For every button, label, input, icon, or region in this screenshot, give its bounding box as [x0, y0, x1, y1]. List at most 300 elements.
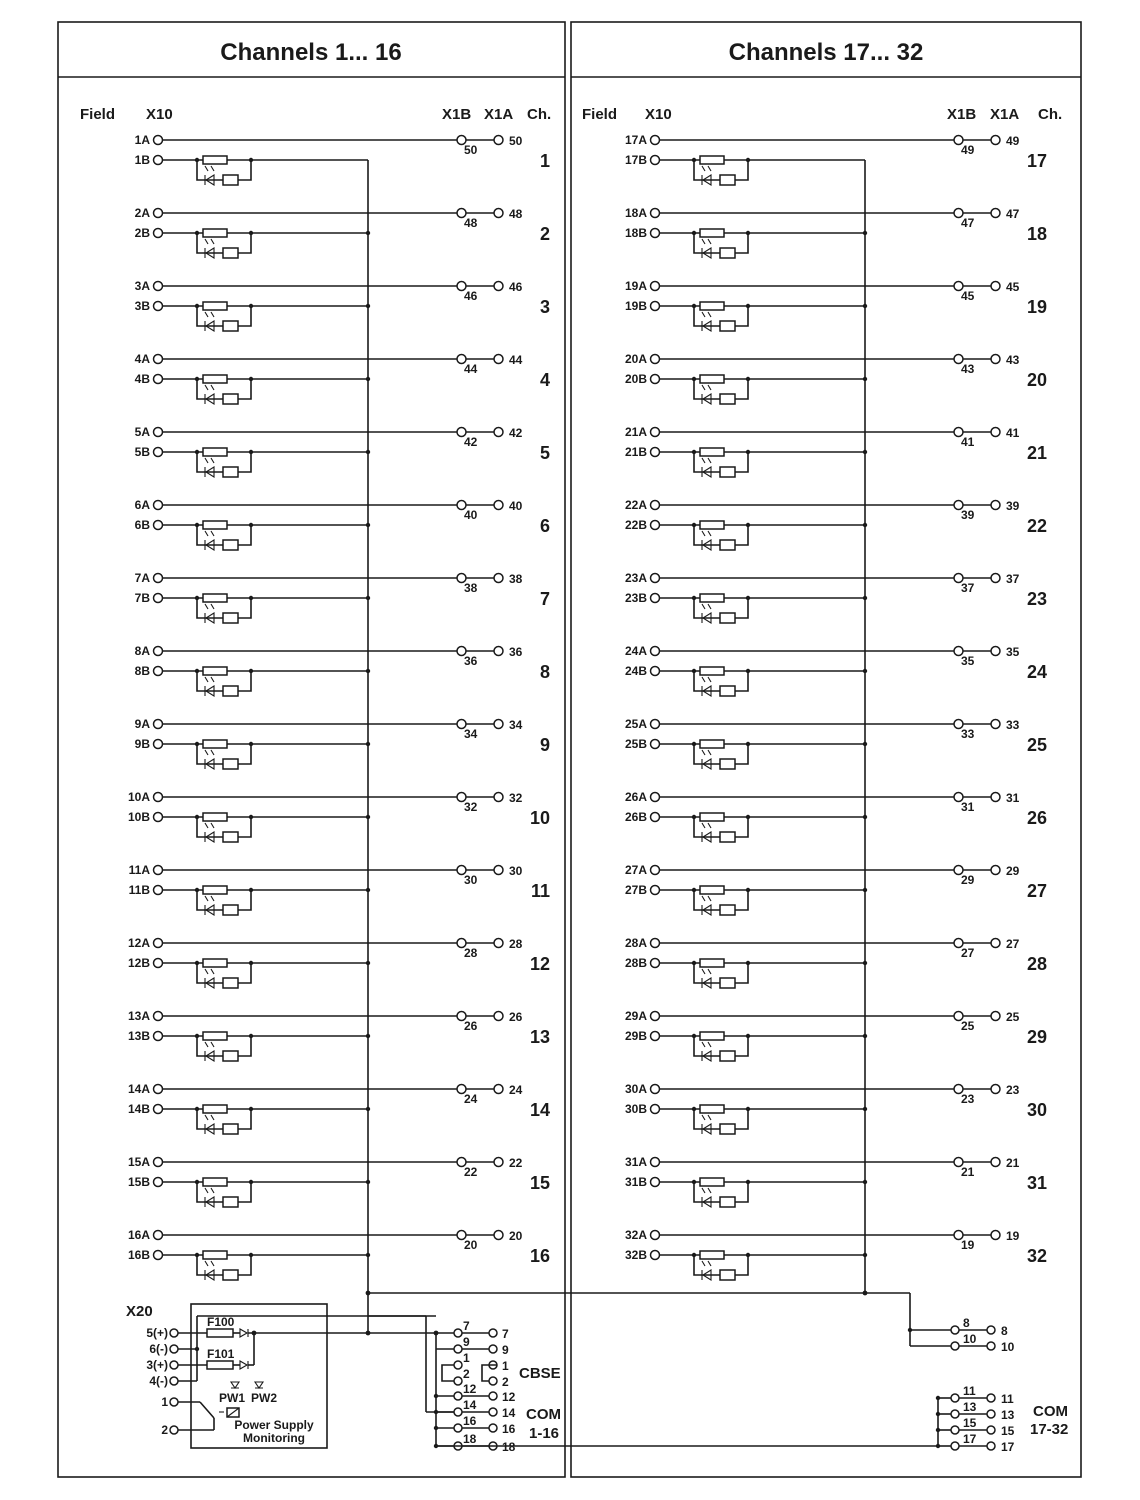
x1a-number: 14: [502, 1406, 516, 1420]
channel-number: 15: [529, 1173, 550, 1193]
x1b-number: 14: [463, 1398, 477, 1412]
x1a-number: 1: [502, 1359, 509, 1373]
com-label-right-2: 17-32: [1030, 1421, 1069, 1438]
channel-row: [129, 863, 550, 915]
x1b-number: 17: [963, 1432, 977, 1446]
x1a-number: 48: [509, 207, 523, 221]
fuse-icon: [203, 1251, 227, 1259]
fuse-icon: [700, 886, 724, 894]
terminal-icon: [651, 1251, 660, 1260]
x1b-number: 21: [961, 1165, 975, 1179]
fuse-icon: [700, 1178, 724, 1186]
terminal-icon: [154, 501, 163, 510]
light-emission-icon: [702, 823, 711, 828]
x1a-number: 40: [509, 499, 523, 513]
x1b-number: 29: [961, 873, 975, 887]
terminal-icon: [651, 793, 660, 802]
resistor-icon: [720, 175, 735, 185]
x1b-number: 23: [961, 1092, 975, 1106]
fuse-icon: [203, 1032, 227, 1040]
terminal-icon: [651, 375, 660, 384]
x1a-number: 12: [502, 1390, 516, 1404]
x1b-number: 16: [463, 1414, 477, 1428]
resistor-icon: [720, 1124, 735, 1134]
terminal-icon: [154, 1158, 163, 1167]
x1b-number: 24: [464, 1092, 478, 1106]
channel-row: [625, 1155, 1047, 1207]
resistor-icon: [720, 686, 735, 696]
light-emission-icon: [702, 677, 711, 682]
channel-row: [135, 717, 550, 769]
terminal-icon: [494, 1231, 503, 1240]
pin-b-label: 32B: [624, 1248, 647, 1262]
light-emission-icon: [205, 604, 214, 609]
terminal-icon: [489, 1392, 497, 1400]
x1a-number: 9: [502, 1343, 509, 1357]
terminal-icon: [651, 720, 660, 729]
terminal-icon: [991, 1012, 1000, 1021]
led-pw1-icon: [231, 1382, 239, 1388]
fuse-icon: [700, 375, 724, 383]
terminal-icon: [951, 1442, 959, 1450]
terminal-icon: [494, 939, 503, 948]
terminal-icon: [651, 1178, 660, 1187]
channel-number: 2: [539, 224, 550, 244]
x1a-number: 15: [1001, 1424, 1015, 1438]
fuse-f100-label: F100: [207, 1315, 235, 1329]
pin-b-label: 19B: [624, 299, 647, 313]
panel-title-right: Channels 17... 32: [728, 39, 924, 66]
terminal-icon: [651, 939, 660, 948]
terminal-icon: [454, 1361, 462, 1369]
x1a-number: 29: [1006, 864, 1020, 878]
resistor-icon: [720, 394, 735, 404]
resistor-icon: [720, 540, 735, 550]
pin-a-label: 6A: [134, 498, 150, 512]
pin-a-label: 3A: [134, 279, 150, 293]
terminal-icon: [651, 959, 660, 968]
terminal-icon: [154, 1231, 163, 1240]
light-emission-icon: [702, 1115, 711, 1120]
x1a-number: 2: [502, 1375, 509, 1389]
x1b-number: 48: [464, 216, 478, 230]
terminal-icon: [651, 355, 660, 364]
resistor-icon: [720, 905, 735, 915]
terminal-icon: [651, 574, 660, 583]
terminal-icon: [991, 209, 1000, 218]
x1b-label-right: X1B: [947, 106, 977, 123]
channel-row: [625, 425, 1047, 477]
resistor-icon: [223, 175, 238, 185]
resistor-icon: [223, 394, 238, 404]
fuse-icon: [700, 302, 724, 310]
terminal-icon: [494, 720, 503, 729]
pin-a-label: 18A: [624, 206, 647, 220]
channel-number: 20: [1026, 370, 1047, 390]
x1b-number: 20: [464, 1238, 478, 1252]
pin-b-label: 1B: [134, 153, 150, 167]
pin-b-label: 23B: [624, 591, 647, 605]
resistor-icon: [223, 759, 238, 769]
channel-number: 11: [530, 881, 550, 901]
pin-a-label: 16A: [127, 1228, 150, 1242]
terminal-icon: [651, 667, 660, 676]
resistor-icon: [223, 467, 238, 477]
light-emission-icon: [702, 531, 711, 536]
resistor-icon: [720, 759, 735, 769]
x1b-number: 18: [463, 1432, 477, 1446]
terminal-icon: [651, 1231, 660, 1240]
light-emission-icon: [205, 531, 214, 536]
x1b-number: 27: [961, 946, 975, 960]
light-emission-icon: [205, 823, 214, 828]
channel-number: 21: [1026, 443, 1047, 463]
channel-number: 10: [529, 808, 550, 828]
x1a-number: 31: [1006, 791, 1020, 805]
terminal-icon: [170, 1329, 178, 1337]
fuse-icon: [203, 448, 227, 456]
channel-row: [625, 936, 1047, 988]
left-bottom-connectors: [366, 1316, 561, 1454]
pin-a-label: 11A: [128, 863, 150, 877]
pin-b-label: 26B: [624, 810, 647, 824]
x1a-number: 27: [1006, 937, 1020, 951]
terminal-icon: [991, 866, 1000, 875]
x1a-number: 16: [502, 1422, 516, 1436]
resistor-icon: [223, 1197, 238, 1207]
pin-b-label: 22B: [624, 518, 647, 532]
x1b-number: 34: [464, 727, 478, 741]
x1a-number: 11: [1001, 1392, 1014, 1406]
terminal-icon: [154, 740, 163, 749]
x20-pin-label: 2: [161, 1423, 168, 1437]
pin-a-label: 9A: [134, 717, 150, 731]
resistor-icon: [720, 321, 735, 331]
channel-row: [625, 279, 1047, 331]
terminal-icon: [651, 136, 660, 145]
fuse-icon: [700, 594, 724, 602]
terminal-icon: [494, 136, 503, 145]
channel-row: [135, 498, 550, 550]
terminal-icon: [651, 1105, 660, 1114]
x1b-number: 31: [961, 800, 975, 814]
pin-b-label: 31B: [624, 1175, 647, 1189]
x1a-number: 44: [509, 353, 523, 367]
fuse-icon: [203, 302, 227, 310]
pin-b-label: 6B: [134, 518, 150, 532]
x20-pin-label: 5(+): [146, 1326, 168, 1340]
x1a-number: 47: [1006, 207, 1020, 221]
com-label-left-1: COM: [526, 1406, 561, 1423]
terminal-icon: [991, 1158, 1000, 1167]
pin-a-label: 2A: [134, 206, 150, 220]
x1b-number: 49: [961, 143, 975, 157]
pin-b-label: 13B: [127, 1029, 150, 1043]
channel-row: [128, 1082, 550, 1134]
resistor-icon: [720, 613, 735, 623]
x1a-number: 39: [1006, 499, 1020, 513]
pin-b-label: 2B: [134, 226, 150, 240]
terminal-icon: [454, 1408, 462, 1416]
terminal-icon: [494, 428, 503, 437]
light-emission-icon: [205, 312, 214, 317]
x1b-number: 11: [963, 1384, 976, 1398]
x1a-number: 50: [509, 134, 523, 148]
channel-number: 13: [529, 1027, 550, 1047]
channel-number: 19: [1026, 297, 1047, 317]
x20-pin-label: 4(-): [149, 1374, 168, 1388]
terminal-icon: [454, 1345, 462, 1353]
terminal-icon: [154, 720, 163, 729]
fuse-icon: [203, 740, 227, 748]
terminal-icon: [651, 1012, 660, 1021]
resistor-icon: [223, 1270, 238, 1280]
light-emission-icon: [702, 458, 711, 463]
channel-number: 30: [1026, 1100, 1047, 1120]
x1a-number: 33: [1006, 718, 1020, 732]
channel-number: 29: [1026, 1027, 1047, 1047]
pin-a-label: 4A: [134, 352, 150, 366]
channel-row: [135, 279, 550, 331]
fuse-icon: [203, 521, 227, 529]
pin-a-label: 26A: [624, 790, 647, 804]
com-label-left-2: 1-16: [529, 1425, 560, 1442]
fuse-icon: [203, 594, 227, 602]
terminal-icon: [651, 594, 660, 603]
led-pw2-icon: [255, 1382, 263, 1388]
terminal-icon: [154, 209, 163, 218]
fuse-icon: [203, 229, 227, 237]
channel-number: 16: [529, 1246, 550, 1266]
pin-b-label: 7B: [134, 591, 150, 605]
x1b-number: 13: [963, 1400, 977, 1414]
light-emission-icon: [702, 312, 711, 317]
terminal-icon: [154, 136, 163, 145]
pin-a-label: 17A: [624, 133, 647, 147]
channel-number: 3: [539, 297, 550, 317]
fuse-f100: [207, 1329, 233, 1337]
terminal-icon: [494, 574, 503, 583]
diode-icon: [240, 1361, 247, 1369]
fuse-icon: [203, 1178, 227, 1186]
terminal-icon: [991, 1231, 1000, 1240]
light-emission-icon: [702, 1261, 711, 1266]
x1a-number: 23: [1006, 1083, 1020, 1097]
fuse-icon: [700, 959, 724, 967]
terminal-icon: [987, 1394, 995, 1402]
pin-b-label: 24B: [624, 664, 647, 678]
x20-pin-label: 1: [161, 1395, 168, 1409]
terminal-icon: [154, 866, 163, 875]
x1a-number: 26: [509, 1010, 523, 1024]
terminal-icon: [651, 647, 660, 656]
channel-row: [128, 790, 550, 842]
light-emission-icon: [205, 1261, 214, 1266]
light-emission-icon: [205, 896, 214, 901]
terminal-icon: [991, 574, 1000, 583]
pin-a-label: 20A: [624, 352, 647, 366]
terminal-icon: [454, 1377, 462, 1385]
channel-row: [135, 206, 550, 258]
x1b-number: 42: [464, 435, 478, 449]
terminal-icon: [154, 302, 163, 311]
channel-number: 28: [1026, 954, 1047, 974]
pin-a-label: 22A: [624, 498, 647, 512]
terminal-icon: [494, 866, 503, 875]
resistor-icon: [720, 832, 735, 842]
channel-row: [135, 571, 550, 623]
channel-number: 31: [1026, 1173, 1047, 1193]
x1b-number: 33: [961, 727, 975, 741]
x1b-number: 28: [464, 946, 478, 960]
fuse-icon: [700, 521, 724, 529]
x1a-number: 7: [502, 1327, 509, 1341]
channel-row: [625, 352, 1047, 404]
x1b-number: 46: [464, 289, 478, 303]
x1b-number: 12: [463, 1382, 477, 1396]
resistor-icon: [223, 1124, 238, 1134]
pin-a-label: 10A: [127, 790, 150, 804]
terminal-icon: [489, 1329, 497, 1337]
light-emission-icon: [702, 239, 711, 244]
terminal-icon: [651, 282, 660, 291]
terminal-icon: [651, 521, 660, 530]
terminal-icon: [154, 355, 163, 364]
x1a-number: 8: [1001, 1324, 1008, 1338]
pin-a-label: 25A: [624, 717, 647, 731]
terminal-icon: [651, 302, 660, 311]
cbse-label: CBSE: [519, 1365, 561, 1382]
terminal-icon: [991, 720, 1000, 729]
x1b-number: 30: [464, 873, 478, 887]
pin-b-label: 9B: [134, 737, 150, 751]
terminal-icon: [951, 1342, 959, 1350]
terminal-icon: [494, 355, 503, 364]
pin-a-label: 32A: [624, 1228, 647, 1242]
light-emission-icon: [702, 166, 711, 171]
channel-row: [625, 571, 1047, 623]
light-emission-icon: [205, 750, 214, 755]
fuse-icon: [700, 740, 724, 748]
resistor-icon: [223, 686, 238, 696]
channel-row: [625, 206, 1047, 258]
x1a-number: 17: [1001, 1440, 1015, 1454]
pin-a-label: 24A: [624, 644, 647, 658]
x1a-number: 32: [509, 791, 523, 805]
pin-b-label: 17B: [624, 153, 647, 167]
pin-b-label: 25B: [624, 737, 647, 751]
x1b-number: 37: [961, 581, 975, 595]
terminal-icon: [651, 448, 660, 457]
x1b-number: 25: [961, 1019, 975, 1033]
x1a-number: 21: [1006, 1156, 1020, 1170]
light-emission-icon: [702, 385, 711, 390]
light-emission-icon: [702, 1042, 711, 1047]
terminal-icon: [991, 282, 1000, 291]
terminal-icon: [991, 428, 1000, 437]
channel-number: 5: [539, 443, 550, 463]
fuse-f101-label: F101: [207, 1347, 235, 1361]
fuse-icon: [700, 813, 724, 821]
light-emission-icon: [205, 239, 214, 244]
terminal-icon: [154, 1178, 163, 1187]
channel-number: 18: [1026, 224, 1047, 244]
pin-a-label: 29A: [624, 1009, 647, 1023]
resistor-icon: [223, 832, 238, 842]
terminal-icon: [991, 1085, 1000, 1094]
terminal-icon: [951, 1394, 959, 1402]
x1b-number: 1: [463, 1351, 470, 1365]
pin-b-label: 28B: [624, 956, 647, 970]
ch-label-right: Ch.: [1038, 106, 1063, 123]
pin-a-label: 27A: [624, 863, 647, 877]
terminal-icon: [170, 1345, 178, 1353]
x1b-number: 7: [463, 1319, 470, 1333]
light-emission-icon: [205, 969, 214, 974]
channel-number: 1: [539, 151, 550, 171]
x1b-number: 50: [464, 143, 478, 157]
terminal-icon: [154, 1012, 163, 1021]
led-pw1-label: PW1: [219, 1391, 246, 1405]
x1b-number: 26: [464, 1019, 478, 1033]
pin-b-label: 10B: [127, 810, 150, 824]
pin-a-label: 5A: [134, 425, 150, 439]
terminal-icon: [154, 282, 163, 291]
pin-a-label: 31A: [624, 1155, 647, 1169]
light-emission-icon: [702, 604, 711, 609]
x1b-number: 36: [464, 654, 478, 668]
terminal-icon: [170, 1398, 178, 1406]
x1a-number: 46: [509, 280, 523, 294]
monitor-label-1: Power Supply: [234, 1418, 314, 1432]
pin-a-label: 23A: [624, 571, 647, 585]
x1a-number: 13: [1001, 1408, 1015, 1422]
channel-number: 32: [1026, 1246, 1047, 1266]
panel-title-left: Channels 1... 16: [220, 39, 402, 66]
channel-number: 9: [539, 735, 550, 755]
x1a-number: 35: [1006, 645, 1020, 659]
fuse-icon: [700, 156, 724, 164]
terminal-icon: [154, 428, 163, 437]
terminal-icon: [170, 1361, 178, 1369]
x1b-number: 40: [464, 508, 478, 522]
pin-a-label: 1A: [134, 133, 150, 147]
fuse-icon: [203, 667, 227, 675]
x1a-number: 18: [502, 1440, 516, 1454]
pin-a-label: 21A: [624, 425, 647, 439]
terminal-icon: [154, 667, 163, 676]
pin-b-label: 3B: [134, 299, 150, 313]
resistor-icon: [223, 1051, 238, 1061]
terminal-icon: [154, 1251, 163, 1260]
channel-row: [135, 352, 550, 404]
x1b-number: 2: [463, 1367, 470, 1381]
pin-b-label: 27B: [624, 883, 647, 897]
terminal-icon: [154, 521, 163, 530]
fuse-icon: [203, 156, 227, 164]
x1a-number: 30: [509, 864, 523, 878]
resistor-icon: [223, 248, 238, 258]
pin-b-label: 18B: [624, 226, 647, 240]
channel-number: 4: [539, 370, 550, 390]
pin-b-label: 16B: [127, 1248, 150, 1262]
x1a-number: 25: [1006, 1010, 1020, 1024]
resistor-icon: [720, 467, 735, 477]
terminal-icon: [991, 501, 1000, 510]
terminal-icon: [489, 1408, 497, 1416]
x1a-number: 24: [509, 1083, 523, 1097]
pin-b-label: 4B: [134, 372, 150, 386]
